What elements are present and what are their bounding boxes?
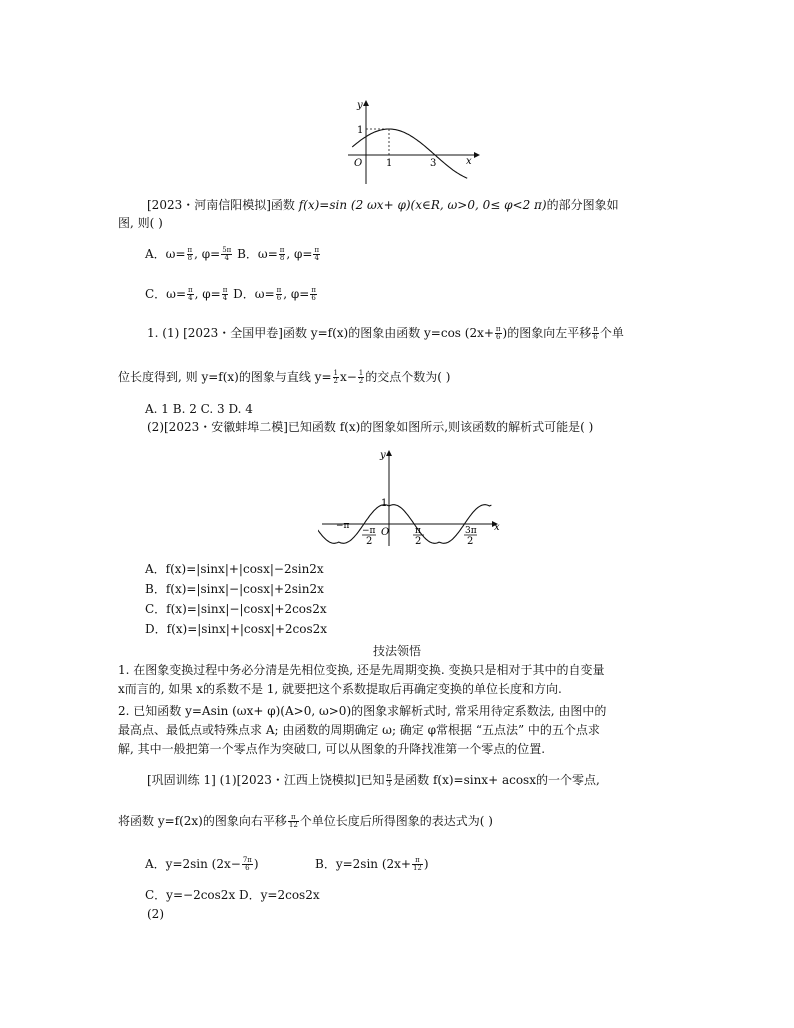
num: 7π [242, 856, 252, 864]
graph2-tick-y-1: 1 [381, 498, 388, 509]
graph2-tick-neg-pi: −π [336, 521, 350, 531]
option-c-text: C．ω= [145, 287, 187, 301]
stem-formula: f(x)=sin (2 ωx+ φ)(x∈R, ω>0, 0≤ φ<2 π) [298, 198, 547, 212]
stem-part: 将函数 y=f(2x)的图象向右平移 [118, 814, 287, 828]
den: 6 [311, 294, 316, 302]
practice-option-b[interactable] [315, 855, 429, 873]
num: 1 [358, 369, 364, 377]
num: π [311, 286, 316, 294]
option-d-text2: , φ= [283, 287, 310, 301]
question-1-1-stem [147, 324, 624, 342]
graph1-tick-x-1: 1 [386, 158, 393, 169]
option-b-text2: , φ= [286, 247, 313, 261]
frac [187, 287, 194, 302]
num: π [279, 246, 285, 254]
den: 12 [412, 864, 422, 872]
question-1-1-stem-cont [118, 368, 450, 386]
option-a[interactable] [145, 247, 237, 261]
num: π [188, 286, 193, 294]
num: π [386, 772, 392, 780]
den: 6 [495, 333, 501, 341]
den: 6 [276, 294, 282, 302]
num: π [288, 814, 299, 822]
option-text: B．y=2sin (2x+ [315, 857, 411, 871]
practice-stem-cont [118, 812, 493, 830]
stem-part: 1. (1) [2023・全国甲卷]函数 y=f(x)的图象由函数 y=cos (2x+ [147, 326, 494, 340]
stem-part: x− [339, 370, 357, 384]
graph2-tick-half-pi-den: 2 [415, 536, 422, 547]
tips-p2-line2: 最高点、最低点或特殊点求 A; 由函数的周期确定 ω; 确定 φ常根据 “五点法” 中的五个点求 [118, 723, 600, 737]
graph2-tick-half-pi-num: π [415, 526, 421, 536]
graph2-y-label: y [380, 450, 386, 461]
option-text: ) [253, 857, 259, 871]
graph1-x-label: x [466, 156, 472, 167]
den: 4 [222, 294, 228, 302]
den: 2 [358, 377, 364, 385]
den: 4 [224, 254, 229, 262]
den: 8 [187, 254, 193, 262]
frac [288, 814, 299, 829]
num: π [276, 286, 282, 294]
stem-part: [巩固训练 1] (1)[2023・江西上饶模拟]已知 [147, 773, 385, 787]
stem-part: 是函数 f(x)=sinx+ acosx的一个零点, [393, 773, 600, 787]
option-c-text2: , φ= [194, 287, 221, 301]
option-d-text: D．ω= [233, 287, 275, 301]
option-b-text: B．ω= [237, 247, 278, 261]
frac [222, 287, 229, 302]
sine-graph-2 [318, 446, 504, 550]
den: 4 [314, 254, 320, 262]
num: π [412, 857, 423, 865]
graph2-origin: O [381, 527, 390, 538]
practice-stem [147, 771, 600, 789]
stem-part: 个单 [599, 326, 624, 340]
frac [412, 857, 423, 872]
frac [279, 247, 286, 262]
num: 1 [333, 369, 338, 377]
frac [386, 773, 393, 788]
frac [333, 370, 339, 385]
frac [358, 370, 364, 385]
graph2-tick-neg-half-pi-num: −π [362, 526, 376, 536]
num: 5π [222, 246, 232, 254]
frac [242, 857, 253, 872]
option-b[interactable] [237, 247, 321, 261]
option-text: A．y=2sin (2x− [145, 857, 241, 871]
question-1-2-option-d[interactable]: D．f(x)=|sinx|+|cosx|+2cos2x [145, 622, 328, 636]
den: 6 [245, 864, 250, 872]
question-1-1-options[interactable]: A. 1 B. 2 C. 3 D. 4 [145, 402, 253, 416]
option-a-text2: , φ= [194, 247, 221, 261]
tips-p1-line1: 1. 在图象变换过程中务必分清是先相位变换, 还是先周期变换. 变换只是相对于其中的自变量 [118, 663, 605, 677]
den: 2 [333, 377, 338, 385]
frac [313, 247, 320, 262]
den: 4 [188, 294, 193, 302]
option-c-d-row [145, 285, 318, 303]
num: π [593, 325, 598, 333]
tips-p1-line2: x而言的, 如果 x的系数不是 1, 就要把这个系数提取后再确定变换的单位长度和方向. [118, 682, 562, 696]
question-1-2-option-a[interactable]: A．f(x)=|sinx|+|cosx|−2sin2x [145, 562, 324, 576]
y-axis-arrow [363, 100, 369, 106]
num: π [222, 286, 228, 294]
graph2-tick-3-half-pi-den: 2 [467, 536, 474, 547]
option-a-text: A．ω= [145, 247, 186, 261]
graph1-tick-y-1: 1 [357, 125, 364, 136]
frac [495, 326, 502, 341]
stem-part: 位长度得到, 则 y=f(x)的图象与直线 y= [118, 370, 332, 384]
x-axis-arrow [474, 152, 480, 158]
practice-option-a[interactable] [145, 855, 259, 873]
num: π [495, 325, 501, 333]
frac [310, 287, 317, 302]
option-a-b-row [145, 245, 321, 263]
question-1-2-option-c[interactable]: C．f(x)=|sinx|−|cosx|+2cos2x [145, 602, 327, 616]
num: π [314, 246, 320, 254]
tips-p2-line3: 解, 其中一般把第一个零点作为突破口, 可以从图象的升降找准第一个零点的位置. [118, 742, 546, 756]
option-d[interactable] [233, 287, 318, 301]
stem-part: 个单位长度后所得图象的表达式为( ) [299, 814, 493, 828]
frac [187, 247, 194, 262]
tips-p2-line1: 2. 已知函数 y=Asin (ωx+ φ)(A>0, ω>0)的图象求解析式时, 常采用待定系数法, 由图中的 [118, 704, 607, 718]
practice-part-2: (2) [147, 907, 164, 921]
question-1-2-stem: (2)[2023・安徽蚌埠二模]已知函数 f(x)的图象如图所示,则该函数的解析式可能是( ) [147, 420, 594, 434]
den: 3 [386, 780, 392, 788]
den: 6 [593, 333, 598, 341]
sine-curve-1 [352, 129, 467, 178]
graph1-y-label: y [357, 100, 363, 111]
frac [221, 247, 232, 262]
tips-heading: 技法领悟 [372, 644, 421, 658]
question-1-2-option-b[interactable]: B．f(x)=|sinx|−|cosx|+2sin2x [145, 582, 324, 596]
question-henan-stem-cont: 图, 则( ) [118, 216, 163, 230]
sine-graph-1 [342, 98, 482, 188]
graph2-tick-3-half-pi-num: 3π [465, 526, 477, 536]
stem-part: [2023・河南信阳模拟]函数 [147, 198, 299, 212]
graph2-tick-neg-half-pi-den: 2 [366, 536, 373, 547]
practice-options-c-d[interactable]: C．y=−2cos2x D．y=2cos2x [145, 888, 320, 902]
stem-part: )的图象向左平移 [502, 326, 592, 340]
stem-part: 的部分图象如 [546, 198, 619, 212]
graph1-origin: O [354, 158, 363, 169]
question-henan-stem [147, 196, 619, 214]
num: π [187, 246, 193, 254]
graph1-tick-x-3: 3 [430, 158, 437, 169]
option-text: ) [423, 857, 429, 871]
den: 12 [288, 821, 298, 829]
y-axis-arrow [386, 450, 392, 456]
den: 8 [279, 254, 285, 262]
frac [592, 326, 599, 341]
graph2-x-label: x [494, 522, 500, 533]
stem-part: 的交点个数为( ) [365, 370, 451, 384]
option-c[interactable] [145, 287, 233, 301]
frac [276, 287, 283, 302]
